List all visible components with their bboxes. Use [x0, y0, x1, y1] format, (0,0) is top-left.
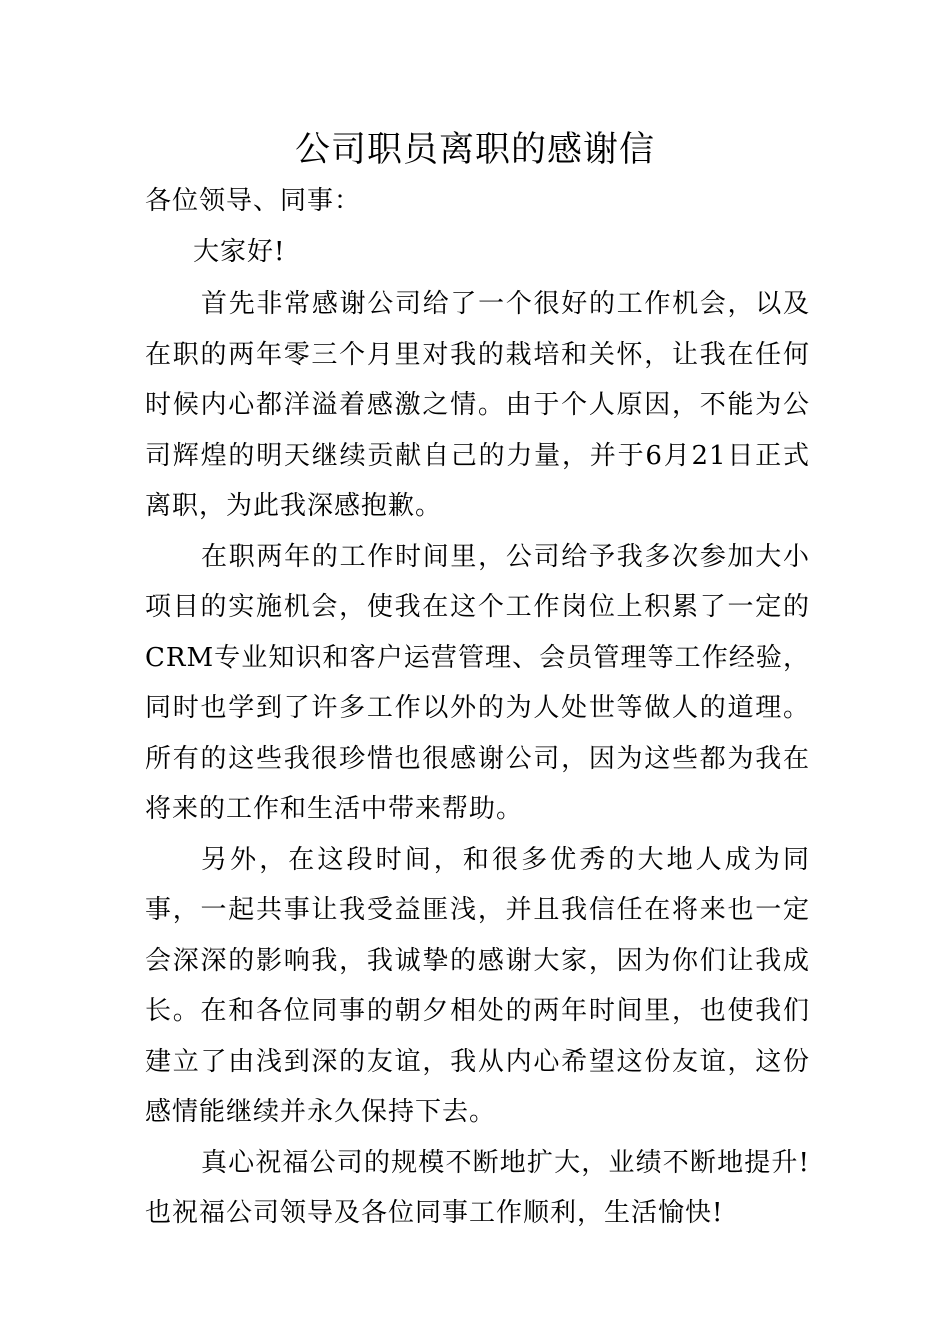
letter-paragraph-1: 首先非常感谢公司给了一个很好的工作机会，以及在职的两年零三个月里对我的栽培和关怀，让我在任何时候内心都洋溢着感激之情。由于个人原因，不能为公司辉煌的明天继续贡献自己的力量，并于6月21日正式离职，为此我深感抱歉。 — [145, 289, 810, 521]
letter-paragraph-2: 在职两年的工作时间里，公司给予我多次参加大小项目的实施机会，使我在这个工作岗位上积累了一定的CRM专业知识和客户运营管理、会员管理等工作经验，同时也学到了许多工作以外的为人处世等做人的道理。所有的这些我很珍惜也很感谢公司，因为这些都为我在将来的工作和生活中带来帮助。 — [145, 541, 810, 824]
letter-body — [145, 176, 810, 1239]
letter-paragraph-4: 真心祝福公司的规模不断地扩大，业绩不断地提升!也祝福公司领导及各位同事工作顺利，生活愉快! — [145, 1147, 810, 1228]
letter-greeting: 大家好! — [193, 236, 286, 267]
letter-salutation: 各位领导、同事： — [145, 186, 362, 216]
letter-title: 公司职员离职的感谢信 — [294, 130, 655, 170]
letter-paragraph-3: 另外，在这段时间，和很多优秀的大地人成为同事，一起共事让我受益匪浅，并且我信任在将来也一定会深深的影响我，我诚挚的感谢大家，因为你们让我成长。在和各位同事的朝夕相处的两年时间里，也使我们建立了由浅到深的友谊，我从内心希望这份友谊，这份感情能继续并永久保持下去。 — [145, 844, 810, 1127]
